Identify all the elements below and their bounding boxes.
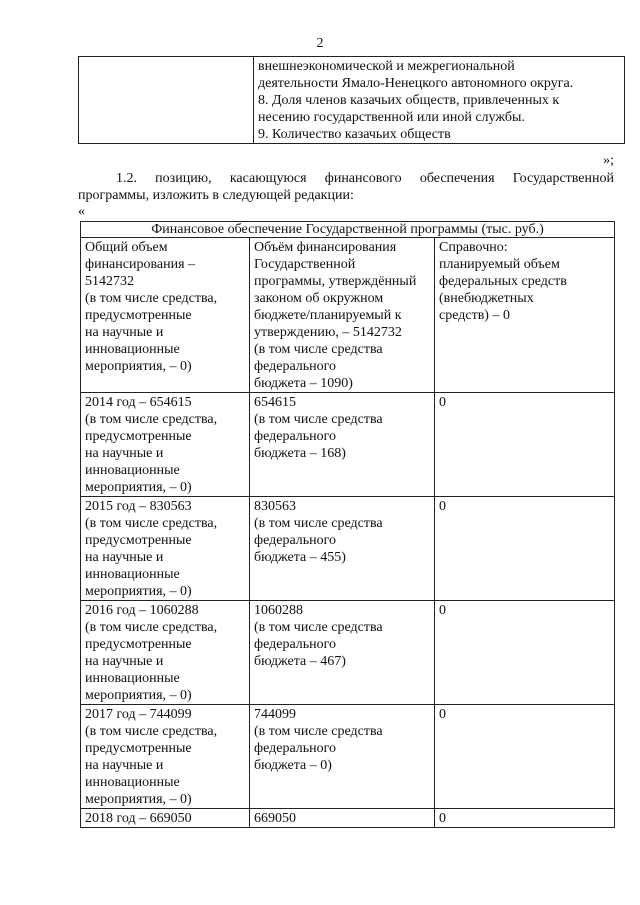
indicator-line: 9. Количество казачьих обществ [258, 127, 451, 142]
cell-line: инновационные [85, 671, 180, 686]
year-program-cell [250, 497, 435, 601]
header-line: Объём финансирования [254, 240, 397, 255]
cell-line: (в том числе средства [254, 516, 383, 531]
header-line: федерального [254, 359, 337, 374]
year-federal-cell [435, 601, 615, 705]
continuation-table [78, 56, 625, 144]
header-line: программы, утверждённый [254, 274, 417, 289]
cell-line: (в том числе средства, [85, 412, 218, 427]
year-federal-cell [435, 705, 615, 809]
cell-line: инновационные [85, 567, 180, 582]
opening-quote: « [78, 204, 85, 219]
indicator-line: несению государственной или иной службы. [258, 110, 525, 125]
table-row [81, 497, 615, 601]
cell-line: бюджета – 467) [254, 654, 346, 669]
page-number: 2 [316, 36, 324, 51]
cell-line: инновационные [85, 463, 180, 478]
cell-line: бюджета – 455) [254, 550, 346, 565]
table-row [79, 57, 625, 144]
cell-line: 1060288 [254, 603, 303, 618]
table-header-row [81, 238, 615, 393]
table-row [81, 705, 615, 809]
indicator-line: 8. Доля членов казачьих обществ, привлеченных к [258, 93, 560, 108]
cell-line: 669050 [254, 811, 296, 826]
amendment-paragraph [78, 170, 614, 204]
header-line: планируемый объем [439, 257, 560, 272]
header-line: Общий объем [85, 240, 168, 255]
cell-line: 0 [439, 499, 446, 514]
header-total-cell [81, 238, 250, 393]
header-line: 5142732 [85, 274, 134, 289]
indicator-line: внешнеэкономической и межрегиональной [258, 59, 515, 74]
cell-line: (в том числе средства [254, 412, 383, 427]
cell-line: (в том числе средства, [85, 620, 218, 635]
cell-line: 2016 год – 1060288 [85, 603, 199, 618]
header-line: Справочно: [439, 240, 508, 255]
header-line: предусмотренные [85, 308, 192, 323]
year-federal-cell [435, 393, 615, 497]
table-row [81, 393, 615, 497]
cell-line: 2018 год – 669050 [85, 811, 192, 826]
year-federal-cell [435, 809, 615, 828]
header-program-cell [250, 238, 435, 393]
indicators-cell [254, 57, 625, 144]
header-federal-cell [435, 238, 615, 393]
header-line: средств) – 0 [439, 308, 510, 323]
header-line: финансирования – [85, 257, 196, 272]
year-total-cell [81, 809, 250, 828]
cell-line: бюджета – 0) [254, 758, 332, 773]
table-title: Финансовое обеспечение Государственной программы (тыс. руб.) [81, 222, 615, 238]
year-total-cell [81, 705, 250, 809]
year-program-cell [250, 705, 435, 809]
cell-line: (в том числе средства, [85, 724, 218, 739]
cell-line: (в том числе средства [254, 620, 383, 635]
cell-line: 0 [439, 811, 446, 826]
financing-table [80, 221, 615, 828]
header-line: утверждению, – 5142732 [254, 325, 402, 340]
cell-line: 744099 [254, 707, 296, 722]
cell-line: мероприятия, – 0) [85, 792, 192, 807]
year-program-cell [250, 393, 435, 497]
year-total-cell [81, 393, 250, 497]
cell-line: мероприятия, – 0) [85, 480, 192, 495]
year-program-cell [250, 809, 435, 828]
closing-quote: »; [603, 153, 614, 168]
header-line: (внебюджетных [439, 291, 534, 306]
cell-line: 654615 [254, 395, 296, 410]
empty-cell [79, 57, 254, 144]
cell-line: предусмотренные [85, 429, 192, 444]
cell-line: на научные и [85, 550, 164, 565]
year-total-cell [81, 497, 250, 601]
header-line: (в том числе средства, [85, 291, 218, 306]
cell-line: федерального [254, 637, 337, 652]
cell-line: 0 [439, 603, 446, 618]
cell-line: (в том числе средства, [85, 516, 218, 531]
cell-line: 0 [439, 395, 446, 410]
header-line: (в том числе средства [254, 342, 383, 357]
cell-line: мероприятия, – 0) [85, 688, 192, 703]
cell-line: 830563 [254, 499, 296, 514]
cell-line: инновационные [85, 775, 180, 790]
cell-line: предусмотренные [85, 533, 192, 548]
cell-line: (в том числе средства [254, 724, 383, 739]
header-line: Государственной [254, 257, 356, 272]
cell-line: федерального [254, 741, 337, 756]
header-line: на научные и [85, 325, 164, 340]
header-line: бюджета – 1090) [254, 376, 353, 391]
indicator-line: деятельности Ямало-Ненецкого автономного округа. [258, 76, 574, 91]
cell-line: бюджета – 168) [254, 446, 346, 461]
header-line: федеральных средств [439, 274, 567, 289]
cell-line: 2017 год – 744099 [85, 707, 192, 722]
header-line: инновационные [85, 342, 180, 357]
header-line: мероприятия, – 0) [85, 359, 192, 374]
cell-line: предусмотренные [85, 741, 192, 756]
cell-line: предусмотренные [85, 637, 192, 652]
cell-line: 2014 год – 654615 [85, 395, 192, 410]
header-line: бюджете/планируемый к [254, 308, 402, 323]
header-line: законом об окружном [254, 291, 384, 306]
cell-line: на научные и [85, 758, 164, 773]
cell-line: мероприятия, – 0) [85, 584, 192, 599]
cell-line: федерального [254, 533, 337, 548]
table-title-row [81, 222, 615, 238]
year-program-cell [250, 601, 435, 705]
cell-line: на научные и [85, 654, 164, 669]
year-total-cell [81, 601, 250, 705]
year-federal-cell [435, 497, 615, 601]
cell-line: федерального [254, 429, 337, 444]
cell-line: на научные и [85, 446, 164, 461]
table-row [81, 601, 615, 705]
table-row [81, 809, 615, 828]
cell-line: 2015 год – 830563 [85, 499, 192, 514]
paragraph-text: 1.2. позицию, касающуюся финансового обеспечения Государственной программы, изложить в следующей редакции: [78, 171, 614, 203]
cell-line: 0 [439, 707, 446, 722]
